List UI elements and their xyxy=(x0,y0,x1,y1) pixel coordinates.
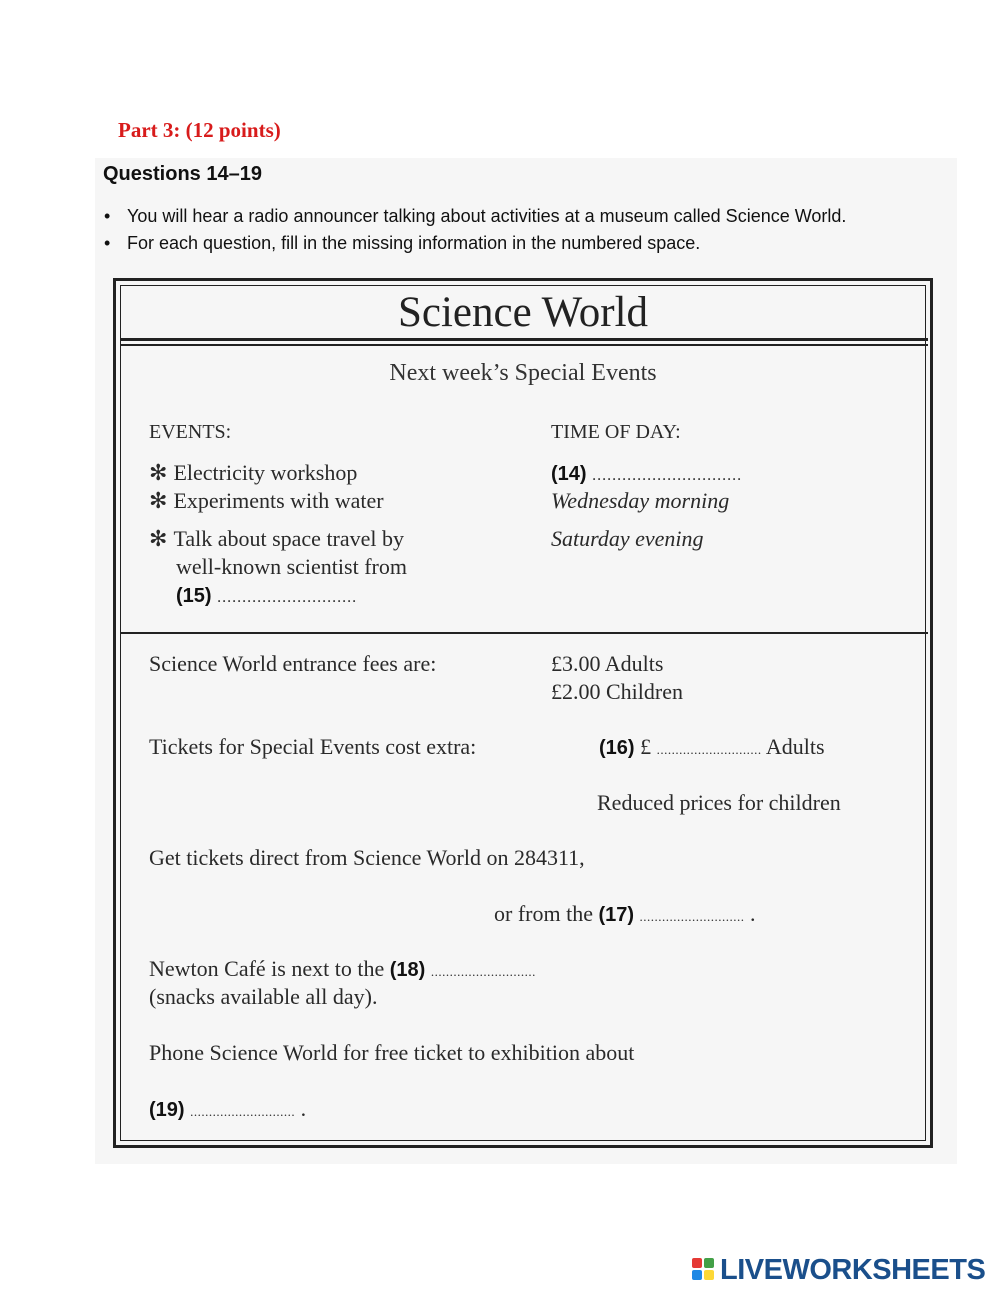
instruction-item: • You will hear a radio announcer talking about activities at a museum called Science World. xyxy=(104,203,846,230)
liveworksheets-logo xyxy=(692,1250,985,1290)
liveworksheets-logo-icon xyxy=(692,1258,716,1282)
cafe-snacks-note: (snacks available all day). xyxy=(149,984,378,1009)
time-talk: Saturday evening xyxy=(551,526,704,551)
fee-children: £2.00 Children xyxy=(551,679,683,704)
title-divider-bottom xyxy=(120,344,928,346)
tickets-label: Tickets for Special Events cost extra: xyxy=(149,734,477,759)
answer-blank-16[interactable]: (16) £ ............................ Adults xyxy=(599,734,825,759)
get-tickets-line: Get tickets direct from Science World on 284311, xyxy=(149,845,585,870)
asterisk-icon: ✻ xyxy=(149,488,168,513)
answer-blank-17[interactable]: or from the (17) ............................ . xyxy=(494,901,756,926)
sheet-title: Science World xyxy=(397,289,649,336)
event-item: ✻ Experiments with water xyxy=(149,488,384,513)
fees-label: Science World entrance fees are: xyxy=(149,651,437,676)
time-header: TIME OF DAY: xyxy=(551,421,681,443)
reduced-prices-note: Reduced prices for children xyxy=(597,790,841,815)
time-water: Wednesday morning xyxy=(551,488,730,513)
questions-title: Questions 14–19 xyxy=(103,163,262,185)
sheet-subtitle: Next week’s Special Events xyxy=(389,360,657,386)
phone-line: Phone Science World for free ticket to exhibition about xyxy=(149,1040,635,1065)
event-item-continued: well-known scientist from xyxy=(176,554,407,579)
events-header: EVENTS: xyxy=(149,421,232,443)
liveworksheets-wordmark: LIVEWORKSHEETS xyxy=(720,1253,986,1286)
asterisk-icon: ✻ xyxy=(149,526,168,551)
part-heading: Part 3: (12 points) xyxy=(118,118,281,142)
worksheet-inner-border xyxy=(120,285,926,1141)
answer-blank-19[interactable]: (19) ............................ . xyxy=(149,1096,307,1121)
asterisk-icon: ✻ xyxy=(149,460,168,485)
instruction-item: • For each question, fill in the missing information in the numbered space. xyxy=(104,230,846,257)
instructions-list xyxy=(104,203,846,257)
section-divider xyxy=(120,632,928,634)
fee-adults: £3.00 Adults xyxy=(551,651,664,676)
event-item: ✻ Talk about space travel by xyxy=(149,526,405,551)
event-item: ✻ Electricity workshop xyxy=(149,460,358,485)
answer-blank-14[interactable]: (14) .............................. xyxy=(551,463,743,485)
answer-blank-18[interactable]: Newton Café is next to the (18) ............................ xyxy=(149,956,536,981)
title-divider-top xyxy=(120,338,928,341)
answer-blank-15[interactable]: (15) ............................ xyxy=(176,585,358,607)
